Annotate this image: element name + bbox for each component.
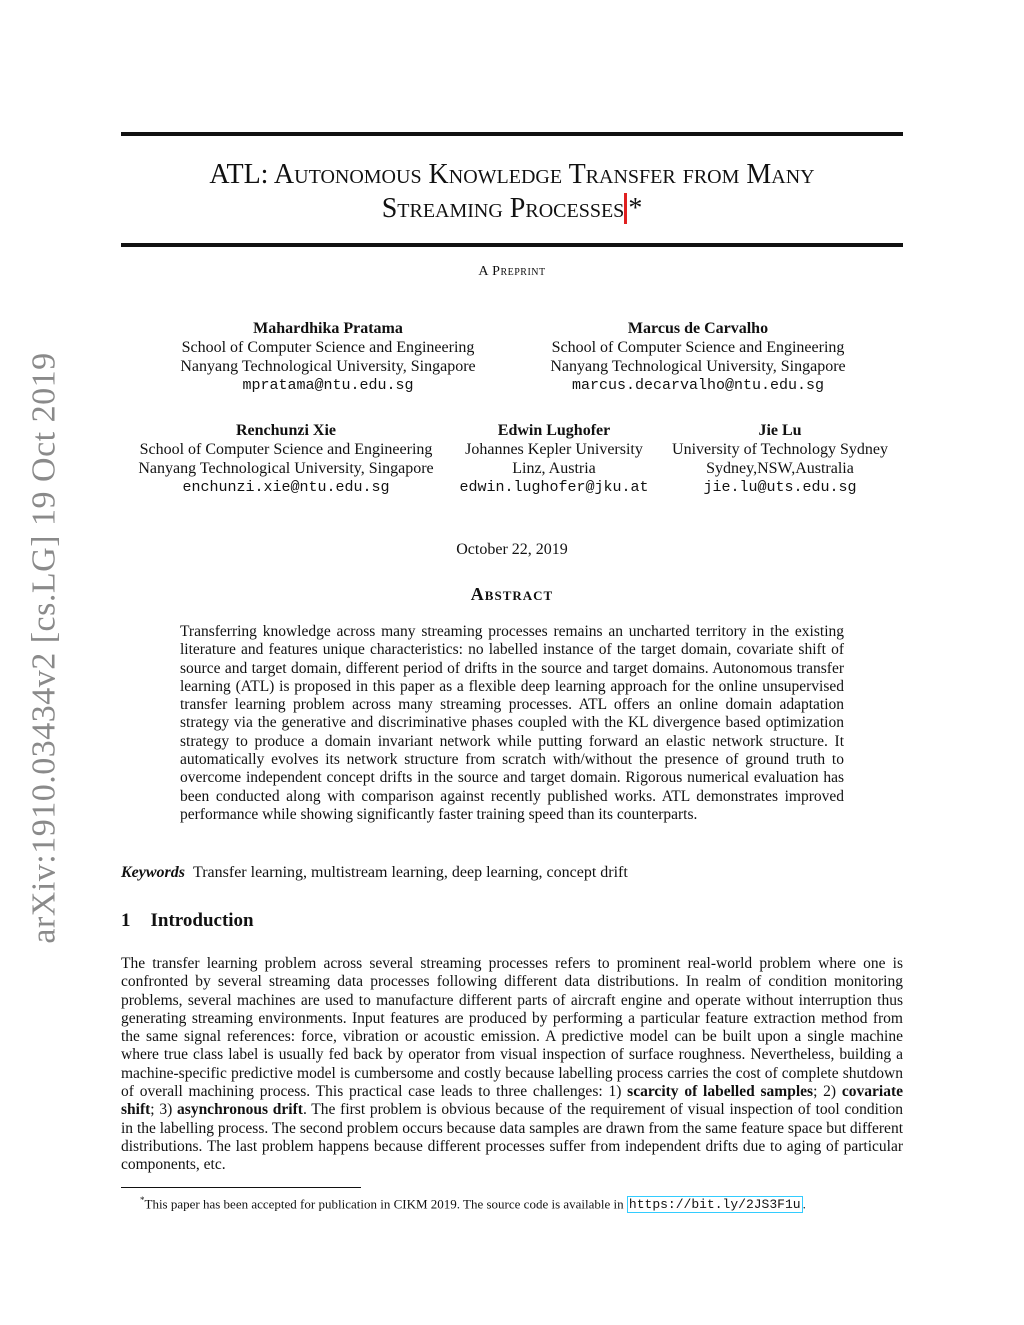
keywords xyxy=(121,864,903,882)
author-affiliation: Johannes Kepler University xyxy=(465,441,643,458)
author-name: Renchunzi Xie xyxy=(236,422,336,439)
author-affiliation: School of Computer Science and Engineering xyxy=(139,441,433,458)
author-email[interactable]: edwin.lughofer@jku.at xyxy=(459,479,649,496)
keywords-text: Transfer learning, multistream learning, deep learning, concept drift xyxy=(193,864,628,881)
section-heading xyxy=(121,910,254,932)
footnote-rule xyxy=(121,1187,361,1188)
author-affiliation: School of Computer Science and Engineering xyxy=(181,339,475,356)
emphasis: covariate shift xyxy=(121,1083,903,1119)
abstract-heading: Abstract xyxy=(470,584,554,604)
author-email[interactable]: marcus.decarvalho@ntu.edu.sg xyxy=(571,377,825,394)
footnote-mark: * xyxy=(140,1195,145,1205)
abstract-text: Transferring knowledge across many streaming processes remains an uncharted territory in the existing literature and features unique characteristics: no labelled instance of the target domain, covariate shift of source and target domain, different period of drifts in the source and target domains. Autonomous transfer learning (ATL) is proposed in this paper as a flexible deep learning approach for the online unsupervised transfer learning problem across many streaming processes. ATL offers an online domain adaptation strategy via the generative and discriminative phases coupled with the KL divergence based optimization strategy to produce a domain invariant network while putting forward an elastic network structure. It automatically evolves its network structure from scratch with/without the presence of ground truth to overcome independent concept drifts in the source and target domain. Rigorous numerical evaluation has been conducted along with comparison against recently published works. ATL demonstrates improved performance while showing significantly faster training speed than its counterparts. xyxy=(180,623,844,823)
author-block xyxy=(542,319,854,395)
section-title: Introduction xyxy=(150,910,254,931)
paper-title xyxy=(121,158,903,226)
author-email[interactable]: mpratama@ntu.edu.sg xyxy=(242,377,414,394)
source-code-link[interactable]: https://bit.ly/2JS3F1u xyxy=(628,1197,801,1213)
author-affiliation: Nanyang Technological University, Singapore xyxy=(138,460,434,477)
author-email[interactable]: enchunzi.xie@ntu.edu.sg xyxy=(182,479,390,496)
arxiv-stamp: arXiv:1910.03434v2 [cs.LG] 19 Oct 2019 xyxy=(26,351,63,944)
author-email[interactable]: jie.lu@uts.edu.sg xyxy=(703,479,857,496)
keywords-label: Keywords xyxy=(121,864,185,881)
title-line-2: Streaming Processes * xyxy=(381,193,643,224)
title-line-1: ATL: Autonomous Knowledge Transfer from Many xyxy=(209,159,815,190)
author-affiliation: School of Computer Science and Engineering xyxy=(551,339,845,356)
author-name: Marcus de Carvalho xyxy=(627,320,769,337)
author-block xyxy=(664,421,896,497)
author-block xyxy=(130,421,442,497)
author-name: Edwin Lughofer xyxy=(497,422,611,439)
author-affiliation: Nanyang Technological University, Singapore xyxy=(550,358,846,375)
author-affiliation: Linz, Austria xyxy=(512,460,596,477)
footnote: *This paper has been accepted for publication in CIKM 2019. The source code is available in https://bit.ly/2JS3F1u . xyxy=(140,1195,806,1213)
intro-paragraph: The transfer learning problem across several streaming processes refers to prominent real-world problem where one is confronted by several streaming data processes following different data distributions. In realm of condition monitoring problems, several machines are used to manufacture different parts of aircraft engine and operate without interruption thus generating streaming environments. Input features are produced by performing a particular feature extraction method from the same signal references: force, vibration or acoustic emission. A predictive model can be built upon a single machine where true class label is usually fed back by operator from visual inspection of surface roughness. Nevertheless, building a machine-specific predictive model is cumbersome and costly because labelling process carries the cost of complete shutdown of overall machining process. This practical case leads to three challenges: 1) scarcity of labelled samples; 2) covariate shift; 3) asynchronous drift. The first problem is obvious because of the requirement of visual inspection of tool condition in the labelling process. The second problem occurs because data samples are drawn from the same feature space but different distributions. The last problem happens because different processes suffer from independent drifts due to aging of particular components, etc. xyxy=(121,955,904,1174)
emphasis: scarcity of labelled samples xyxy=(627,1083,814,1101)
section-number: 1 xyxy=(121,910,131,931)
author-affiliation: University of Technology Sydney xyxy=(672,441,888,458)
author-block xyxy=(172,319,484,395)
preprint-label: A Preprint xyxy=(478,264,546,279)
publication-date: October 22, 2019 xyxy=(456,541,568,558)
title-top-rule xyxy=(121,132,903,136)
author-affiliation: Sydney,NSW,Australia xyxy=(706,460,854,477)
author-name: Mahardhika Pratama xyxy=(253,320,403,337)
author-name: Jie Lu xyxy=(758,422,802,439)
title-bottom-rule xyxy=(121,243,903,247)
title-footnote-mark[interactable]: * xyxy=(624,193,642,224)
author-affiliation: Nanyang Technological University, Singapore xyxy=(180,358,476,375)
author-block xyxy=(451,421,657,497)
emphasis: asynchronous drift xyxy=(177,1101,303,1119)
